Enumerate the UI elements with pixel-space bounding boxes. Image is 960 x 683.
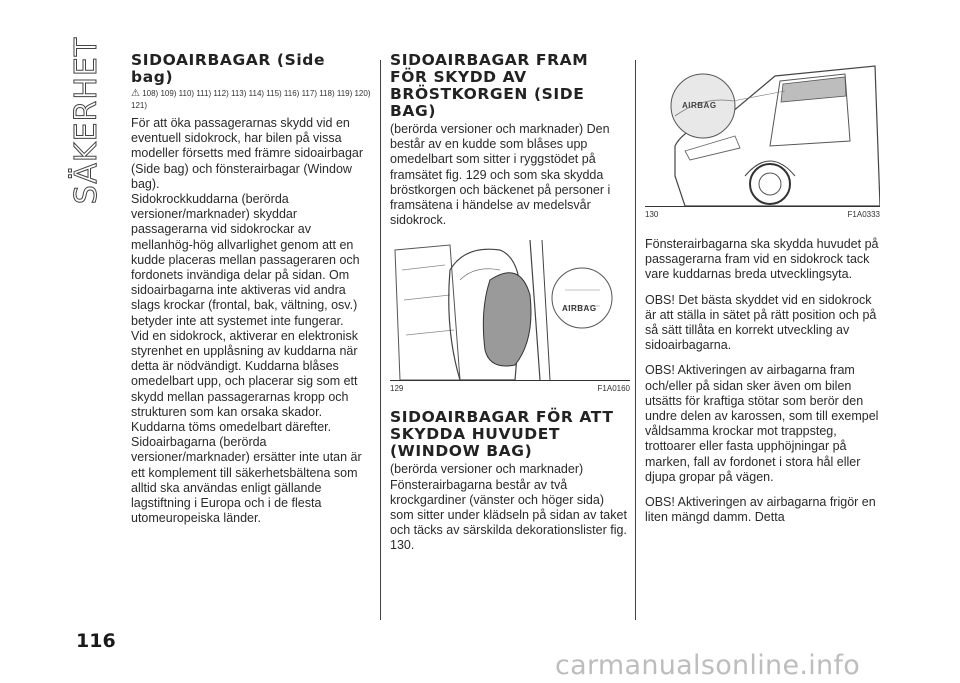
paragraph: (berörda versioner och marknader) Fönsterairbagarna består av två krockgardiner (vänster och höger sida) som sitter under klädseln på sidan av taket och täcks av särskilda dekorationslister fig. 130. xyxy=(390,462,627,553)
section-tab xyxy=(62,36,112,204)
paragraph: För att öka passagerarnas skydd vid en eventuell sidokrock, har bilen på vissa modeller försetts med främre sidoairbagar (Side bag) och fönsterairbagar (Window bag). xyxy=(131,116,364,191)
paragraph: OBS! Det bästa skyddet vid en sidokrock är att ställa in sätet på rätt position och på så sätt tillåta en korrekt utveckling av sidoairbagarna. xyxy=(645,292,877,353)
paragraph: (berörda versioner och marknader) Den består av en kudde som blåses upp omedelbart som sitter i ryggstödet på framsätet fig. 129 och som ska skydda bröstkorgen och bäckenet på personer i framsätena i händelse av medelsvår sidokrock. xyxy=(390,122,611,228)
window-bag-heading: SIDOAIRBAGAR FÖR ATT SKYDDA HUVUDET (WINDOW BAG) xyxy=(390,408,614,461)
figure-130 xyxy=(645,56,880,207)
section-tab-label: SÄKERHET xyxy=(69,36,105,204)
figure-130-caption xyxy=(645,210,880,219)
watermark-text: carmanualsonline.info xyxy=(555,650,861,681)
column-divider-1 xyxy=(380,60,381,620)
column-3 xyxy=(645,56,880,525)
figure-129-number: 129 xyxy=(390,384,404,394)
paragraph: Fönsterairbagarna ska skydda huvudet på passagerarna fram vid en sidokrock tack vare kuddarnas breda utvecklingsyta. xyxy=(645,237,879,282)
figure-129-label: AIRBAG xyxy=(562,304,597,314)
column-divider-2 xyxy=(635,60,636,620)
paragraph: Vid en sidokrock, aktiverar en elektronisk styrenhet en upplåsning av kuddarna när detta är nödvändigt. Kuddarna blåses omedelbart upp, och placerar sig som ett skydd mellan passagerarnas kropp och strukturen som kan orsaka skador. Kuddarna töms omedelbart därefter. xyxy=(131,328,358,435)
column-1 xyxy=(131,52,371,526)
paragraph: Sidoairbagarna (berörda versioner/marknader) ersätter inte utan är ett komplement till säkerhetsbältena som alltid ska användas enligt gällande lagstiftning i Europa och i de flesta utomeuropeiska länder. xyxy=(131,435,362,526)
paragraph: Sidokrockkuddarna (berörda versioner/marknader) skyddar passagerarna vid sidokrockar av mellanhög-hög allvarlighet genom att en kudde placeras mellan passageraren och fordonets invändiga delar på sidan. Om sidoairbagarna inte aktiveras vid andra slags krockar (frontal, bak, vältning, osv.) betyder inte att systemet inte fungerar. xyxy=(131,192,360,328)
warning-references xyxy=(131,88,371,112)
page-number: 116 xyxy=(76,630,116,652)
figure-130-number: 130 xyxy=(645,210,659,219)
figure-129-caption xyxy=(390,384,630,393)
front-side-bag-heading: SIDOAIRBAGAR FRAM FÖR SKYDD AV BRÖSTKORGEN (SIDE BAG) xyxy=(390,51,589,120)
column-2 xyxy=(390,52,630,554)
paragraph: OBS! Aktiveringen av airbagarna frigör en liten mängd damm. Detta xyxy=(645,495,876,525)
van-window-bag-illustration xyxy=(645,56,880,206)
figure-130-code: F1A0333 xyxy=(847,210,880,219)
paragraph: OBS! Aktiveringen av airbagarna fram och/eller på sidan sker även om bilen utsätts för kraftiga stötar som berör den undre delen av karossen, som till exempel våldsamma krockar mot trappsteg, trottoarer eller fasta upphöjningar på marken, fall av fordonet i stora hål eller djupa gropar på vägen. xyxy=(645,363,879,484)
warning-refs-text: 108) 109) 110) 111) 112) 113) 114) 115) 116) 117) 118) 119) 120) 121) xyxy=(131,89,371,110)
side-bag-heading: SIDOAIRBAGAR (Side bag) xyxy=(131,51,326,86)
figure-129 xyxy=(390,240,630,381)
warning-icon: ⚠ xyxy=(131,88,140,99)
figure-130-label: AIRBAG xyxy=(682,101,717,110)
figure-129-code: F1A0160 xyxy=(597,384,630,394)
